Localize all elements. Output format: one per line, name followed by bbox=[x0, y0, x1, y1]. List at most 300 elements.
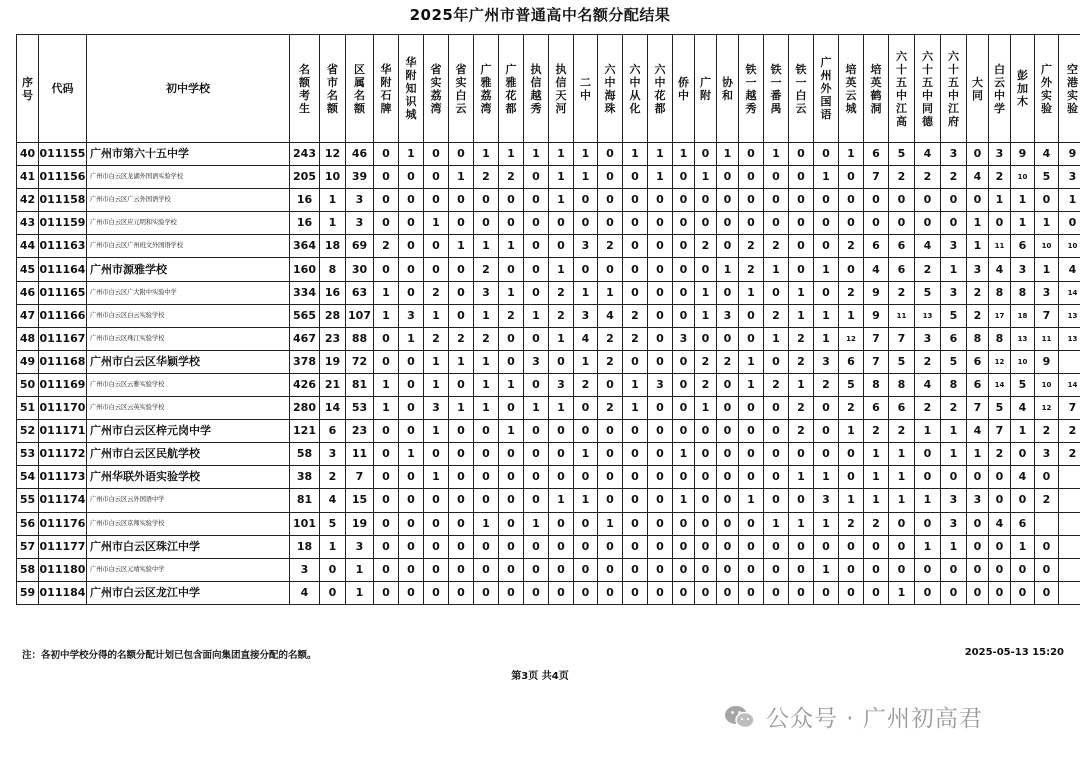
quota-cell: 2 bbox=[1059, 420, 1080, 443]
quota-cell: 0 bbox=[524, 235, 549, 258]
quota-cell: 0 bbox=[695, 581, 717, 604]
quota-cell: 0 bbox=[739, 443, 764, 466]
table-row bbox=[17, 327, 1080, 350]
quota-cell: 0 bbox=[915, 189, 941, 212]
header-label: 省实荔湾 bbox=[430, 62, 442, 115]
quota-cell: 1 bbox=[1035, 258, 1059, 281]
quota-cell: 0 bbox=[474, 189, 499, 212]
quota-cell: 0 bbox=[648, 581, 673, 604]
quota-cell: 1 bbox=[499, 373, 524, 396]
quota-cell: 14 bbox=[320, 397, 346, 420]
quota-cell: 0 bbox=[864, 558, 889, 581]
quota-cell: 5 bbox=[889, 143, 915, 166]
quota-cell: 0 bbox=[915, 512, 941, 535]
quota-cell: 0 bbox=[499, 327, 524, 350]
quota-cell: 1 bbox=[320, 212, 346, 235]
quota-cell: 2 bbox=[424, 327, 449, 350]
quota-cell: 1 bbox=[764, 143, 789, 166]
quota-cell: 81 bbox=[290, 489, 320, 512]
quota-cell: 0 bbox=[399, 420, 424, 443]
quota-cell: 0 bbox=[449, 258, 474, 281]
quota-cell: 0 bbox=[915, 466, 941, 489]
header-cell bbox=[915, 35, 941, 143]
quota-cell: 0 bbox=[717, 166, 739, 189]
quota-cell: 0 bbox=[673, 373, 695, 396]
quota-cell: 0 bbox=[739, 143, 764, 166]
header-cell bbox=[549, 35, 574, 143]
quota-cell: 0 bbox=[574, 397, 598, 420]
quota-cell: 467 bbox=[290, 327, 320, 350]
quota-cell: 0 bbox=[717, 212, 739, 235]
quota-cell: 1 bbox=[889, 581, 915, 604]
quota-cell: 0 bbox=[717, 235, 739, 258]
quota-cell: 7 bbox=[967, 397, 989, 420]
quota-cell: 0 bbox=[915, 581, 941, 604]
quota-cell: 0 bbox=[739, 558, 764, 581]
quota-cell: 12 bbox=[839, 327, 864, 350]
quota-cell: 2 bbox=[549, 281, 574, 304]
quota-cell: 4 bbox=[1011, 397, 1035, 420]
quota-cell: 0 bbox=[449, 143, 474, 166]
quota-cell: 1 bbox=[789, 373, 814, 396]
quota-cell: 5 bbox=[1035, 166, 1059, 189]
quota-cell: 0 bbox=[399, 373, 424, 396]
school-code: 011159 bbox=[39, 212, 87, 235]
quota-cell: 0 bbox=[623, 350, 648, 373]
quota-cell: 0 bbox=[399, 235, 424, 258]
quota-cell: 12 bbox=[1035, 397, 1059, 420]
quota-cell: 7 bbox=[864, 327, 889, 350]
quota-cell: 1 bbox=[623, 143, 648, 166]
quota-cell: 3 bbox=[1059, 166, 1080, 189]
quota-cell: 0 bbox=[764, 281, 789, 304]
quota-cell: 9 bbox=[1011, 143, 1035, 166]
quota-cell: 1 bbox=[1011, 535, 1035, 558]
header-cell bbox=[814, 35, 839, 143]
quota-cell: 1 bbox=[374, 304, 399, 327]
quota-cell: 0 bbox=[717, 466, 739, 489]
quota-cell: 0 bbox=[989, 558, 1011, 581]
header-label: 广雅花都 bbox=[505, 62, 517, 115]
quota-cell: 11 bbox=[1035, 327, 1059, 350]
quota-cell: 426 bbox=[290, 373, 320, 396]
quota-cell: 4 bbox=[967, 166, 989, 189]
header-label: 区属名额 bbox=[354, 62, 365, 115]
quota-cell: 1 bbox=[474, 304, 499, 327]
quota-cell: 5 bbox=[889, 350, 915, 373]
quota-cell: 0 bbox=[1011, 489, 1035, 512]
quota-cell: 0 bbox=[941, 212, 967, 235]
header-cell bbox=[39, 35, 87, 143]
quota-cell: 0 bbox=[673, 258, 695, 281]
header-label: 协和 bbox=[722, 75, 733, 102]
quota-cell: 0 bbox=[839, 258, 864, 281]
quota-cell: 7 bbox=[889, 327, 915, 350]
quota-cell: 1 bbox=[839, 143, 864, 166]
header-label: 六中花都 bbox=[654, 62, 666, 115]
quota-cell: 1 bbox=[524, 304, 549, 327]
quota-cell: 2 bbox=[889, 281, 915, 304]
quota-cell: 3 bbox=[574, 235, 598, 258]
quota-cell: 2 bbox=[989, 166, 1011, 189]
quota-cell: 1 bbox=[549, 397, 574, 420]
quota-cell: 1 bbox=[574, 143, 598, 166]
quota-cell: 0 bbox=[739, 420, 764, 443]
quota-cell: 3 bbox=[346, 189, 374, 212]
quota-cell: 2 bbox=[839, 235, 864, 258]
quota-cell: 0 bbox=[623, 212, 648, 235]
quota-cell: 0 bbox=[623, 258, 648, 281]
quota-cell bbox=[1035, 512, 1059, 535]
quota-cell: 0 bbox=[814, 189, 839, 212]
quota-cell: 0 bbox=[499, 189, 524, 212]
quota-cell: 0 bbox=[449, 189, 474, 212]
header-label: 广外实验 bbox=[1041, 62, 1052, 115]
school-code: 011158 bbox=[39, 189, 87, 212]
quota-cell: 6 bbox=[941, 327, 967, 350]
quota-cell: 2 bbox=[623, 304, 648, 327]
quota-cell: 0 bbox=[474, 581, 499, 604]
row-number: 46 bbox=[17, 281, 39, 304]
quota-cell: 0 bbox=[524, 420, 549, 443]
quota-cell: 0 bbox=[524, 581, 549, 604]
table-row bbox=[17, 189, 1080, 212]
quota-cell: 0 bbox=[717, 581, 739, 604]
school-name: 广州市第六十五中学 bbox=[87, 143, 290, 166]
quota-cell: 0 bbox=[374, 258, 399, 281]
quota-cell: 0 bbox=[524, 189, 549, 212]
quota-cell: 0 bbox=[967, 189, 989, 212]
quota-cell: 0 bbox=[623, 558, 648, 581]
school-name: 广州市白云区珠江实验学校 bbox=[87, 327, 290, 350]
quota-cell: 8 bbox=[989, 281, 1011, 304]
header-label: 六十五中江府 bbox=[948, 49, 959, 128]
quota-cell: 0 bbox=[374, 581, 399, 604]
quota-cell: 10 bbox=[1035, 235, 1059, 258]
quota-cell: 0 bbox=[598, 443, 623, 466]
quota-cell: 1 bbox=[739, 281, 764, 304]
quota-cell: 1 bbox=[764, 258, 789, 281]
row-number: 59 bbox=[17, 581, 39, 604]
quota-cell: 0 bbox=[648, 350, 673, 373]
school-name: 广州市白云区云雅实验学校 bbox=[87, 373, 290, 396]
row-number: 58 bbox=[17, 558, 39, 581]
header-label: 六中从化 bbox=[629, 62, 641, 115]
quota-cell: 0 bbox=[789, 235, 814, 258]
quota-cell: 2 bbox=[1035, 489, 1059, 512]
school-name: 广州市白云区广大附中实验中学 bbox=[87, 281, 290, 304]
header-label: 侨中 bbox=[678, 75, 689, 102]
quota-cell: 4 bbox=[320, 489, 346, 512]
quota-cell: 2 bbox=[789, 420, 814, 443]
quota-cell: 17 bbox=[989, 304, 1011, 327]
quota-cell: 0 bbox=[598, 189, 623, 212]
quota-cell: 6 bbox=[889, 258, 915, 281]
quota-cell: 0 bbox=[374, 466, 399, 489]
quota-cell: 0 bbox=[449, 304, 474, 327]
quota-cell: 5 bbox=[915, 281, 941, 304]
quota-cell: 0 bbox=[399, 258, 424, 281]
quota-cell: 1 bbox=[717, 143, 739, 166]
quota-cell: 12 bbox=[320, 143, 346, 166]
row-number: 43 bbox=[17, 212, 39, 235]
quota-cell: 0 bbox=[598, 581, 623, 604]
quota-cell: 8 bbox=[967, 327, 989, 350]
quota-cell: 0 bbox=[764, 581, 789, 604]
quota-cell: 2 bbox=[941, 397, 967, 420]
quota-cell: 1 bbox=[499, 143, 524, 166]
table-row bbox=[17, 558, 1080, 581]
table-row bbox=[17, 443, 1080, 466]
quota-cell: 0 bbox=[695, 443, 717, 466]
quota-cell: 3 bbox=[346, 535, 374, 558]
quota-cell: 0 bbox=[839, 535, 864, 558]
quota-cell: 1 bbox=[839, 489, 864, 512]
quota-cell: 1 bbox=[1011, 189, 1035, 212]
quota-cell: 11 bbox=[989, 235, 1011, 258]
school-name: 广州市白云区龙江中学 bbox=[87, 581, 290, 604]
school-code: 011173 bbox=[39, 466, 87, 489]
quota-cell: 0 bbox=[374, 558, 399, 581]
quota-cell: 0 bbox=[789, 581, 814, 604]
quota-cell: 0 bbox=[764, 558, 789, 581]
quota-cell: 0 bbox=[814, 397, 839, 420]
quota-cell: 0 bbox=[449, 466, 474, 489]
quota-cell: 0 bbox=[814, 535, 839, 558]
quota-cell: 0 bbox=[1059, 212, 1080, 235]
school-code: 011169 bbox=[39, 373, 87, 396]
quota-cell: 0 bbox=[967, 512, 989, 535]
quota-cell: 1 bbox=[673, 489, 695, 512]
quota-cell: 0 bbox=[814, 281, 839, 304]
quota-cell: 2 bbox=[695, 373, 717, 396]
table-row bbox=[17, 512, 1080, 535]
header-label: 初中学校 bbox=[166, 82, 210, 95]
quota-cell: 8 bbox=[989, 327, 1011, 350]
quota-cell: 6 bbox=[320, 420, 346, 443]
quota-cell: 1 bbox=[739, 489, 764, 512]
quota-cell: 0 bbox=[524, 466, 549, 489]
quota-cell: 72 bbox=[346, 350, 374, 373]
header-label: 六中海珠 bbox=[604, 62, 616, 115]
quota-cell: 0 bbox=[1035, 558, 1059, 581]
school-code: 011167 bbox=[39, 327, 87, 350]
quota-cell: 243 bbox=[290, 143, 320, 166]
quota-cell: 18 bbox=[1011, 304, 1035, 327]
quota-cell: 0 bbox=[839, 166, 864, 189]
quota-cell: 0 bbox=[673, 466, 695, 489]
quota-cell: 0 bbox=[789, 212, 814, 235]
quota-cell: 0 bbox=[424, 143, 449, 166]
quota-cell: 4 bbox=[915, 373, 941, 396]
quota-cell: 0 bbox=[623, 581, 648, 604]
quota-cell: 1 bbox=[474, 350, 499, 373]
quota-cell: 0 bbox=[399, 397, 424, 420]
quota-cell: 0 bbox=[598, 558, 623, 581]
quota-cell: 1 bbox=[941, 443, 967, 466]
quota-cell: 0 bbox=[449, 512, 474, 535]
quota-cell: 0 bbox=[814, 143, 839, 166]
row-number: 50 bbox=[17, 373, 39, 396]
quota-cell: 6 bbox=[889, 235, 915, 258]
table-row bbox=[17, 166, 1080, 189]
quota-cell: 1 bbox=[814, 466, 839, 489]
header-cell bbox=[889, 35, 915, 143]
quota-cell: 0 bbox=[648, 189, 673, 212]
header-label: 执信天河 bbox=[555, 62, 567, 115]
quota-cell: 6 bbox=[967, 373, 989, 396]
wechat-icon bbox=[724, 704, 756, 730]
quota-cell: 0 bbox=[789, 166, 814, 189]
quota-cell: 0 bbox=[673, 166, 695, 189]
row-number: 53 bbox=[17, 443, 39, 466]
quota-cell: 0 bbox=[739, 512, 764, 535]
quota-cell: 0 bbox=[374, 420, 399, 443]
quota-cell: 3 bbox=[399, 304, 424, 327]
quota-cell: 0 bbox=[717, 373, 739, 396]
header-cell bbox=[87, 35, 290, 143]
quota-cell: 0 bbox=[789, 558, 814, 581]
quota-cell: 10 bbox=[1011, 350, 1035, 373]
quota-cell: 0 bbox=[695, 258, 717, 281]
quota-cell: 0 bbox=[814, 212, 839, 235]
quota-cell: 5 bbox=[941, 350, 967, 373]
school-name: 广州市白云区华颖学校 bbox=[87, 350, 290, 373]
school-name: 广州华联外语实验学校 bbox=[87, 466, 290, 489]
quota-cell: 0 bbox=[598, 212, 623, 235]
quota-cell: 10 bbox=[1059, 235, 1080, 258]
quota-cell: 1 bbox=[839, 420, 864, 443]
quota-cell: 0 bbox=[424, 535, 449, 558]
header-label: 广雅荔湾 bbox=[480, 62, 492, 115]
quota-cell: 0 bbox=[648, 443, 673, 466]
quota-cell: 0 bbox=[623, 443, 648, 466]
quota-cell: 3 bbox=[814, 489, 839, 512]
quota-cell: 0 bbox=[474, 466, 499, 489]
header-cell bbox=[864, 35, 889, 143]
quota-cell: 8 bbox=[941, 373, 967, 396]
quota-cell: 1 bbox=[764, 327, 789, 350]
quota-cell: 0 bbox=[449, 558, 474, 581]
quota-cell: 1 bbox=[789, 466, 814, 489]
header-label: 铁一番禺 bbox=[770, 62, 782, 115]
header-cell bbox=[598, 35, 623, 143]
quota-cell: 0 bbox=[449, 212, 474, 235]
quota-cell: 0 bbox=[789, 189, 814, 212]
quota-cell: 1 bbox=[789, 512, 814, 535]
quota-cell: 23 bbox=[346, 420, 374, 443]
quota-cell: 1 bbox=[915, 489, 941, 512]
quota-cell: 3 bbox=[524, 350, 549, 373]
header-cell bbox=[967, 35, 989, 143]
quota-cell: 0 bbox=[549, 558, 574, 581]
quota-cell: 0 bbox=[941, 558, 967, 581]
quota-cell: 1 bbox=[524, 512, 549, 535]
quota-cell: 1 bbox=[673, 443, 695, 466]
quota-cell: 0 bbox=[648, 558, 673, 581]
school-code: 011172 bbox=[39, 443, 87, 466]
header-label: 代码 bbox=[51, 82, 74, 95]
school-name: 广州市白云区广州班文外国语学校 bbox=[87, 235, 290, 258]
quota-cell: 1 bbox=[695, 166, 717, 189]
quota-cell: 0 bbox=[399, 212, 424, 235]
quota-cell: 0 bbox=[574, 466, 598, 489]
quota-cell: 9 bbox=[1059, 143, 1080, 166]
school-code: 011163 bbox=[39, 235, 87, 258]
quota-cell: 13 bbox=[1059, 304, 1080, 327]
quota-cell: 2 bbox=[424, 281, 449, 304]
quota-cell: 14 bbox=[1059, 373, 1080, 396]
quota-cell: 0 bbox=[399, 281, 424, 304]
header-cell bbox=[399, 35, 424, 143]
quota-cell: 3 bbox=[424, 397, 449, 420]
quota-cell: 107 bbox=[346, 304, 374, 327]
quota-cell bbox=[1059, 350, 1080, 373]
header-cell bbox=[524, 35, 549, 143]
quota-cell: 0 bbox=[814, 443, 839, 466]
quota-cell: 0 bbox=[717, 443, 739, 466]
quota-cell: 0 bbox=[399, 466, 424, 489]
quota-cell: 0 bbox=[474, 535, 499, 558]
table-row bbox=[17, 235, 1080, 258]
header-label: 华附石牌 bbox=[380, 62, 392, 115]
quota-cell: 0 bbox=[1035, 466, 1059, 489]
quota-cell: 0 bbox=[449, 489, 474, 512]
quota-cell: 1 bbox=[449, 166, 474, 189]
quota-cell: 1 bbox=[574, 350, 598, 373]
quota-cell: 4 bbox=[1035, 143, 1059, 166]
quota-cell: 0 bbox=[574, 581, 598, 604]
quota-cell: 0 bbox=[623, 420, 648, 443]
header-cell bbox=[717, 35, 739, 143]
quota-cell: 0 bbox=[739, 304, 764, 327]
quota-cell: 0 bbox=[399, 535, 424, 558]
quota-cell: 1 bbox=[941, 258, 967, 281]
quota-cell: 6 bbox=[864, 235, 889, 258]
quota-cell: 14 bbox=[1059, 281, 1080, 304]
quota-cell: 2 bbox=[839, 512, 864, 535]
quota-cell: 0 bbox=[764, 350, 789, 373]
row-number: 41 bbox=[17, 166, 39, 189]
quota-cell: 0 bbox=[623, 189, 648, 212]
quota-cell: 0 bbox=[474, 558, 499, 581]
school-code: 011155 bbox=[39, 143, 87, 166]
quota-cell: 7 bbox=[1059, 397, 1080, 420]
quota-cell: 4 bbox=[1011, 466, 1035, 489]
quota-cell: 2 bbox=[739, 258, 764, 281]
quota-cell: 1 bbox=[499, 235, 524, 258]
quota-cell: 1 bbox=[574, 166, 598, 189]
quota-cell: 2 bbox=[717, 350, 739, 373]
quota-cell: 0 bbox=[574, 512, 598, 535]
quota-cell: 2 bbox=[789, 350, 814, 373]
quota-cell: 0 bbox=[574, 558, 598, 581]
quota-cell: 0 bbox=[524, 166, 549, 189]
quota-cell: 0 bbox=[648, 397, 673, 420]
quota-cell: 1 bbox=[320, 535, 346, 558]
quota-cell: 5 bbox=[989, 397, 1011, 420]
header-cell bbox=[1011, 35, 1035, 143]
header-cell bbox=[374, 35, 399, 143]
quota-cell: 1 bbox=[989, 189, 1011, 212]
quota-cell: 0 bbox=[648, 304, 673, 327]
quota-cell: 1 bbox=[814, 512, 839, 535]
quota-cell: 0 bbox=[717, 558, 739, 581]
quota-cell: 0 bbox=[989, 489, 1011, 512]
quota-cell: 1 bbox=[814, 558, 839, 581]
quota-cell: 1 bbox=[549, 258, 574, 281]
quota-cell: 0 bbox=[598, 143, 623, 166]
